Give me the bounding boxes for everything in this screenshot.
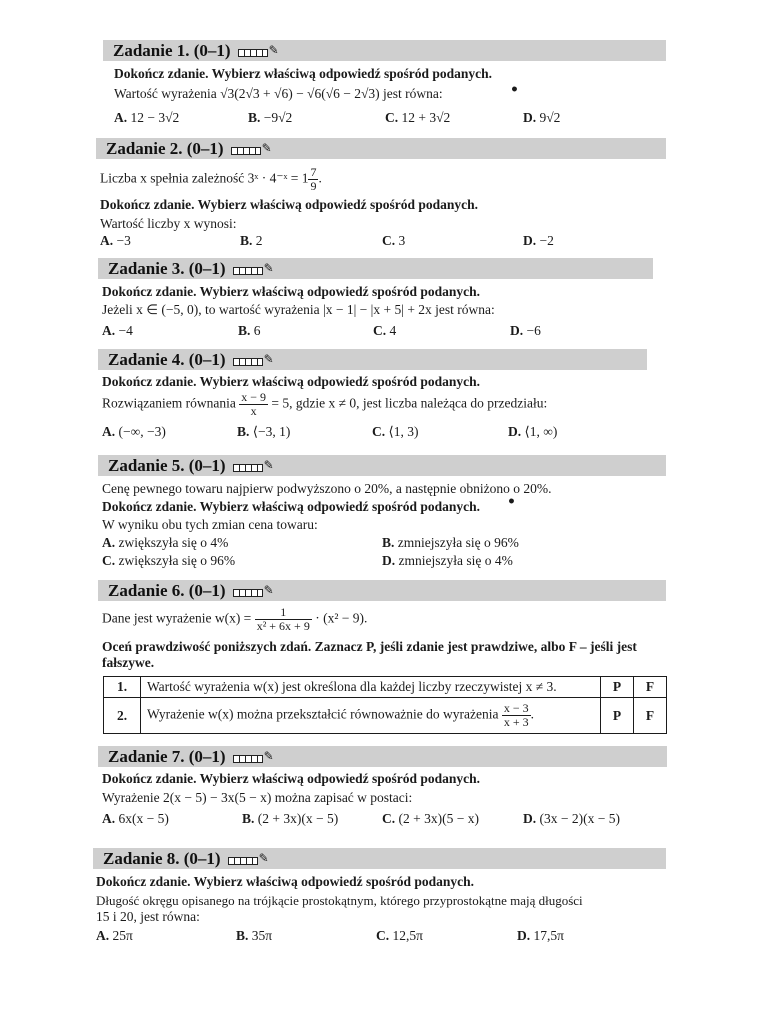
answer-a[interactable]: A. (−∞, −3) [102, 424, 166, 439]
answer-d[interactable]: D. zmniejszyła się o 4% [382, 553, 513, 568]
table-row [104, 677, 667, 698]
task-7-header [98, 746, 667, 767]
task-intro: Liczba x spełnia zależność 3ˣ · 4⁻ˣ = 1 $\frac{7}{9}$ . [100, 165, 322, 193]
answer-d[interactable]: D. (3x − 2)(x − 5) [523, 811, 620, 826]
answer-b[interactable]: B. 35π [236, 928, 273, 943]
answer-b[interactable]: B. ⟨−3, 1) [237, 424, 291, 439]
task-instruction: Oceń prawdziwość poniższych zdań. Zaznacz P, jeśli zdanie jest prawdziwe, albo F – jeśli jest [102, 639, 637, 654]
answer-c[interactable]: C. ⟨1, 3) [372, 424, 419, 439]
answer-b[interactable]: B. (2 + 3x)(x − 5) [242, 811, 339, 826]
task-question: W wyniku obu tych zmian cena towaru: [102, 517, 318, 532]
task-title: Zadanie 3. (0–1) [108, 258, 226, 278]
task-5-header [98, 455, 666, 476]
score-boxes-icon [233, 464, 263, 472]
option-f[interactable]: F [634, 677, 667, 698]
fraction: $\frac{x - 9}{x}$ [241, 390, 266, 418]
task-instruction: Dokończ zdanie. Wybierz właściwą odpowiedź spośród podanych. [102, 771, 481, 786]
score-boxes-icon [238, 49, 268, 57]
task-instruction: Dokończ zdanie. Wybierz właściwą odpowiedź spośród podanych. [114, 66, 493, 81]
task-question: Wyrażenie 2(x − 5) − 3x(5 − x) można zapisać w postaci: [102, 790, 413, 805]
answer-c[interactable]: C. 4 [373, 323, 397, 338]
task-2-header [96, 138, 666, 159]
task-title: Zadanie 8. (0–1) [103, 848, 221, 868]
task-1-header [103, 40, 666, 61]
answer-d[interactable]: D. 9√2 [523, 110, 561, 125]
task-question: Jeżeli x ∈ (−5, 0), to wartość wyrażenia |x − 1| − |x + 5| + 2x jest równa: [102, 302, 495, 317]
answer-b[interactable]: B. 2 [240, 233, 263, 248]
task-title: Zadanie 4. (0–1) [108, 349, 226, 369]
table-row [104, 698, 667, 734]
score-boxes-icon [233, 358, 263, 366]
row-statement: Wyrażenie w(x) można przekształcić równoważnie do wyrażenia $\frac{x - 3}{x + 3}$ . [141, 698, 601, 734]
pencil-icon: ✎ [258, 850, 269, 865]
row-number: 1. [104, 677, 141, 698]
row-statement: Wartość wyrażenia w(x) jest określona dla każdej liczby rzeczywistej x ≠ 3. [141, 677, 601, 698]
answer-d[interactable]: D. −2 [523, 233, 554, 248]
score-boxes-icon [233, 267, 263, 275]
task-instruction: Dokończ zdanie. Wybierz właściwą odpowiedź spośród podanych. [102, 374, 481, 389]
score-boxes-icon [233, 589, 263, 597]
pencil-icon: ✎ [263, 457, 274, 472]
option-p[interactable]: P [601, 698, 634, 734]
answer-d[interactable]: D. 17,5π [517, 928, 564, 943]
task-instruction: Dokończ zdanie. Wybierz właściwą odpowiedź spośród podanych. [100, 197, 479, 212]
task-instruction: Dokończ zdanie. Wybierz właściwą odpowiedź spośród podanych. [102, 499, 481, 514]
task-question: Rozwiązaniem równania $\frac{x - 9}{x}$ = 5, gdzie x ≠ 0, jest liczba należąca do przedziału: [102, 390, 548, 418]
answer-c[interactable]: C. zwiększyła się o 96% [102, 553, 236, 568]
pencil-icon: ✎ [261, 140, 272, 155]
score-boxes-icon [231, 147, 261, 155]
task-instruction: Dokończ zdanie. Wybierz właściwą odpowiedź spośród podanych. [96, 874, 475, 889]
task-instruction: Dokończ zdanie. Wybierz właściwą odpowiedź spośród podanych. [102, 284, 481, 299]
task-3-header [98, 258, 653, 279]
answer-c[interactable]: C. 3 [382, 233, 406, 248]
task-title: Zadanie 7. (0–1) [108, 746, 226, 766]
true-false-table [103, 676, 667, 734]
stray-dot: • [507, 494, 516, 510]
pencil-icon: ✎ [263, 582, 274, 597]
task-question-cont: 15 i 20, jest równa: [96, 909, 200, 924]
answer-a[interactable]: A. 12 − 3√2 [114, 110, 180, 125]
option-f[interactable]: F [634, 698, 667, 734]
task-title: Zadanie 5. (0–1) [108, 455, 226, 475]
stray-dot: • [510, 82, 519, 98]
task-intro: Dane jest wyrażenie w(x) = $\frac{1}{\text{x² + 6x + 9}}$ · (x² − 9). [102, 605, 368, 633]
answer-a[interactable]: A. −4 [102, 323, 133, 338]
score-boxes-icon [228, 857, 258, 865]
fraction: $\frac{7}{9}$ [310, 165, 317, 193]
task-question: Wartość wyrażenia √3(2√3 + √6) − √6(√6 − 2√3) jest równa: [114, 86, 443, 101]
task-4-header [98, 349, 647, 370]
pencil-icon: ✎ [268, 42, 279, 57]
answer-c[interactable]: C. (2 + 3x)(5 − x) [382, 811, 479, 826]
task-instruction-cont: fałszywe. [102, 655, 155, 670]
answer-a[interactable]: A. zwiększyła się o 4% [102, 535, 229, 550]
answer-b[interactable]: B. 6 [238, 323, 261, 338]
answer-d[interactable]: D. ⟨1, ∞) [508, 424, 558, 439]
fraction: $\frac{x - 3}{x + 3}$ [503, 701, 529, 729]
task-intro: Cenę pewnego towaru najpierw podwyższono o 20%, a następnie obniżono o 20%. [102, 481, 552, 496]
score-boxes-icon [233, 755, 263, 763]
answer-a[interactable]: A. 6x(x − 5) [102, 811, 169, 826]
task-6-header [98, 580, 666, 601]
pencil-icon: ✎ [263, 748, 274, 763]
task-title: Zadanie 2. (0–1) [106, 138, 224, 158]
pencil-icon: ✎ [263, 351, 274, 366]
fraction: $\frac{1}{\text{x² + 6x + 9}}$ [256, 605, 310, 633]
option-p[interactable]: P [601, 677, 634, 698]
answer-c[interactable]: C. 12 + 3√2 [385, 110, 451, 125]
task-title: Zadanie 6. (0–1) [108, 580, 226, 600]
answer-b[interactable]: B. zmniejszyła się o 96% [382, 535, 519, 550]
task-question: Długość okręgu opisanego na trójkącie prostokątnym, którego przyprostokątne mają długości [96, 893, 583, 908]
pencil-icon: ✎ [263, 260, 274, 275]
answer-b[interactable]: B. −9√2 [248, 110, 293, 125]
task-8-header [93, 848, 666, 869]
answer-d[interactable]: D. −6 [510, 323, 541, 338]
answer-a[interactable]: A. −3 [100, 233, 131, 248]
task-title: Zadanie 1. (0–1) [113, 40, 231, 60]
row-number: 2. [104, 698, 141, 734]
task-question: Wartość liczby x wynosi: [100, 216, 237, 231]
answer-c[interactable]: C. 12,5π [376, 928, 423, 943]
answer-a[interactable]: A. 25π [96, 928, 133, 943]
